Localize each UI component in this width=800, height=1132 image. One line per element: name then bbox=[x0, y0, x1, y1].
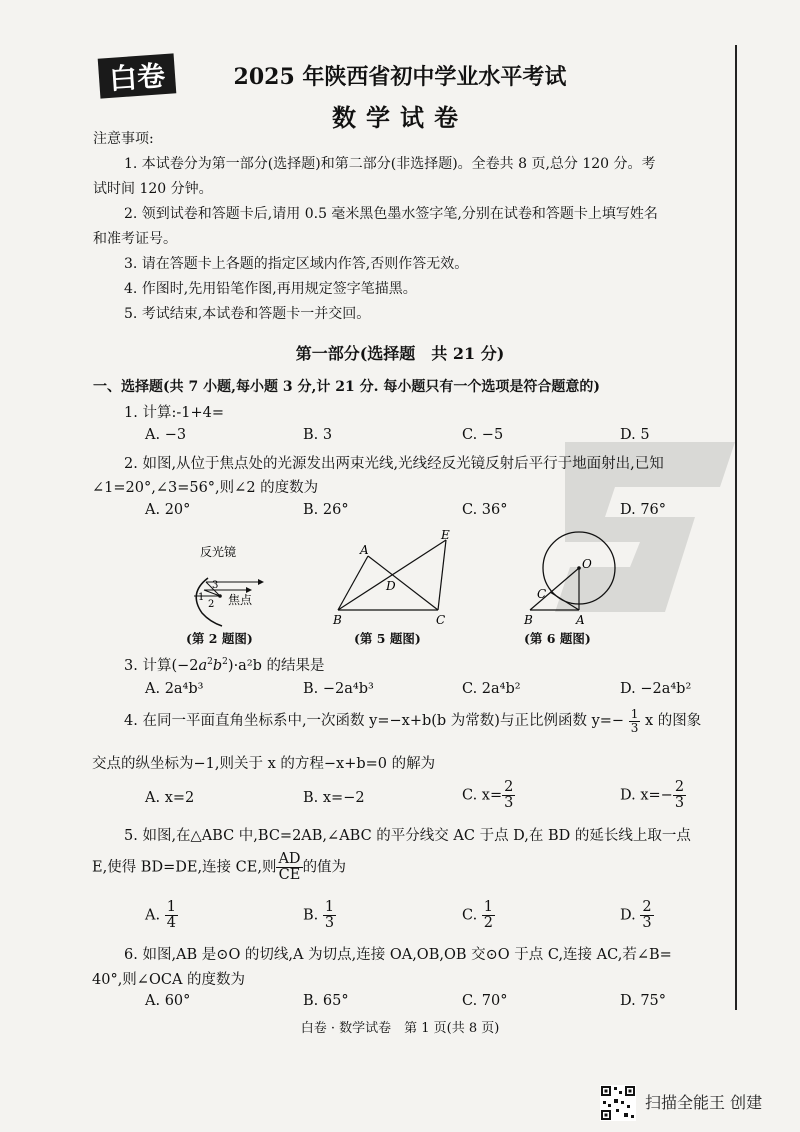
option-label: A. bbox=[145, 907, 161, 924]
option-label: B. bbox=[303, 907, 319, 924]
q4-option: A. x=2 bbox=[145, 790, 195, 806]
fig2-focus-label: 焦点 bbox=[228, 593, 253, 607]
q5-stem-pre: E,使得 BD=DE,连接 CE,则 bbox=[92, 859, 277, 876]
notice-line: 4. 作图时,先用铅笔作图,再用规定签字笔描黑。 bbox=[124, 281, 417, 297]
q5-fraction bbox=[276, 852, 302, 883]
fraction-numerator: AD bbox=[278, 851, 301, 867]
q2-option: C. 36° bbox=[462, 502, 508, 518]
option-fraction bbox=[502, 780, 515, 811]
q1-option: A. −3 bbox=[145, 427, 187, 443]
option-text: C. x= bbox=[462, 787, 503, 804]
option-text: D. x=− bbox=[620, 787, 673, 804]
option-label: C. bbox=[462, 907, 478, 924]
notice-line: 和准考证号。 bbox=[93, 231, 177, 247]
fig6-point-label: B bbox=[524, 613, 533, 627]
fraction-numerator: 2 bbox=[504, 779, 514, 795]
fraction-denominator: 3 bbox=[630, 720, 639, 735]
fig2-angle-label: 2 bbox=[208, 599, 215, 610]
notice-line: 3. 请在答题卡上各题的指定区域内作答,否则作答无效。 bbox=[124, 256, 469, 272]
fig5-caption: (第 5 题图) bbox=[354, 631, 421, 646]
fig5-vertex-label: C bbox=[436, 613, 446, 627]
q5-stem: 5. 如图,在△ABC 中,BC=2AB,∠ABC 的平分线交 AC 于点 D,在 BD 的延长线上取一点 bbox=[124, 828, 691, 844]
fig5-vertex-label: B bbox=[333, 613, 342, 627]
exam-title: 2025 年陕西省初中学业水平考试 bbox=[233, 64, 567, 90]
q5-stem-post: 的值为 bbox=[302, 859, 347, 876]
q2-option: B. 26° bbox=[303, 502, 349, 518]
fraction-denominator: 3 bbox=[324, 915, 335, 932]
figure-2-reflector bbox=[180, 538, 275, 628]
q6-stem: 6. 如图,AB 是⊙O 的切线,A 为切点,连接 OA,OB,OB 交⊙O 于点 C,连接 AC,若∠B= bbox=[124, 947, 672, 963]
exam-badge: 白卷 bbox=[98, 53, 177, 98]
q3-stem: 3. 计算$(-2a^2b^2)\cdot a^2b$ 的结果是 bbox=[124, 657, 325, 674]
notice-line: 试时间 120 分钟。 bbox=[93, 181, 213, 197]
q1-option: B. 3 bbox=[303, 427, 333, 443]
q6-stem: 40°,则∠OCA 的度数为 bbox=[92, 972, 246, 988]
notice-heading: 注意事项: bbox=[93, 131, 154, 147]
exam-subtitle: 数学试卷 bbox=[332, 103, 468, 132]
q4-stem-b: x 的图象 bbox=[644, 713, 702, 730]
q6-option: A. 60° bbox=[145, 993, 191, 1009]
q5-stem bbox=[92, 852, 346, 883]
q4-stem-a: 4. 在同一平面直角坐标系中,一次函数 y=−x+b(b 为常数)与正比例函数 y=− bbox=[124, 713, 625, 730]
q2-stem: 2. 如图,从位于焦点处的光源发出两束光线,光线经反光镜反射后平行于地面射出,已知 bbox=[124, 456, 664, 472]
option-fraction bbox=[640, 900, 653, 931]
fig5-vertex-label: E bbox=[441, 528, 450, 542]
q2-stem: ∠1=20°,∠3=56°,则∠2 的度数为 bbox=[92, 480, 319, 496]
q4-stem bbox=[124, 708, 701, 734]
q3-option: B. −2a⁴b³ bbox=[303, 681, 374, 697]
notice-line: 5. 考试结束,本试卷和答题卡一并交回。 bbox=[124, 306, 371, 322]
fraction-numerator: 1 bbox=[483, 899, 494, 915]
q5-option bbox=[620, 900, 654, 931]
fraction-numerator: 2 bbox=[674, 779, 685, 795]
fraction-denominator: 3 bbox=[642, 915, 652, 932]
fraction-numerator: 2 bbox=[642, 899, 652, 915]
fig6-caption: (第 6 题图) bbox=[524, 631, 591, 646]
qr-code-icon bbox=[600, 1085, 636, 1121]
q4-fraction bbox=[629, 708, 641, 734]
q4-stem: 交点的纵坐标为−1,则关于 x 的方程−x+b=0 的解为 bbox=[92, 756, 436, 772]
section-title: 第一部分(选择题 共 21 分) bbox=[295, 344, 505, 363]
notice-line: 2. 领到试卷和答题卡后,请用 0.5 毫米黑色墨水签字笔,分别在试卷和答题卡上填写姓名 bbox=[124, 206, 658, 222]
fraction-denominator: CE bbox=[278, 867, 301, 884]
fig6-point-label: O bbox=[582, 557, 592, 571]
q3-option: A. 2a⁴b³ bbox=[145, 681, 204, 697]
q6-option: B. 65° bbox=[303, 993, 349, 1009]
q1-stem: 1. 计算:-1+4= bbox=[124, 405, 224, 421]
fig2-caption: (第 2 题图) bbox=[186, 631, 253, 646]
fraction-denominator: 2 bbox=[483, 915, 494, 932]
fig5-vertex-label: D bbox=[386, 579, 396, 593]
fraction-denominator: 3 bbox=[674, 795, 685, 812]
option-fraction bbox=[673, 780, 686, 811]
q2-option: D. 76° bbox=[620, 502, 667, 518]
fraction-numerator: 1 bbox=[630, 707, 639, 721]
q3-option: C. 2a⁴b² bbox=[462, 681, 521, 697]
q3-stem-post: )·a²b 的结果是 bbox=[227, 658, 325, 674]
option-fraction bbox=[482, 900, 495, 931]
option-label: D. bbox=[620, 907, 636, 924]
q2-option: A. 20° bbox=[145, 502, 191, 518]
fraction-numerator: 1 bbox=[166, 899, 176, 915]
q4-option bbox=[620, 780, 686, 811]
q1-option: C. −5 bbox=[462, 427, 504, 443]
page-footer: 白卷 · 数学试卷 第 1 页(共 8 页) bbox=[300, 1021, 500, 1036]
fig5-vertex-label: A bbox=[360, 543, 369, 557]
fig6-point-label: C bbox=[537, 587, 547, 601]
option-fraction bbox=[165, 900, 178, 931]
q6-option: D. 75° bbox=[620, 993, 667, 1009]
q4-option: B. x=−2 bbox=[303, 790, 365, 806]
figure-6-circle-tangent bbox=[522, 528, 622, 628]
fig2-angle-label: 3 bbox=[212, 580, 219, 591]
notice-line: 1. 本试卷分为第一部分(选择题)和第二部分(非选择题)。全卷共 8 页,总分 120 分。考 bbox=[124, 156, 656, 172]
figure-5-triangles bbox=[330, 528, 460, 628]
q6-option: C. 70° bbox=[462, 993, 508, 1009]
section-instruction: 一、选择题(共 7 小题,每小题 3 分,计 21 分. 每小题只有一个选项是符合题意的) bbox=[93, 379, 600, 395]
fig2-mirror-label: 反光镜 bbox=[200, 545, 237, 559]
option-fraction bbox=[323, 900, 336, 931]
fraction-numerator: 1 bbox=[324, 899, 335, 915]
q5-option bbox=[462, 900, 495, 931]
q5-option bbox=[145, 900, 178, 931]
fig6-point-label: A bbox=[576, 613, 585, 627]
fig2-angle-label: 1 bbox=[198, 592, 205, 603]
q3-stem-pre: 3. 计算(−2 bbox=[124, 658, 199, 674]
fraction-denominator: 3 bbox=[504, 795, 514, 812]
scanner-watermark: 扫描全能王 创建 bbox=[645, 1093, 763, 1112]
q3-option: D. −2a⁴b² bbox=[620, 681, 692, 697]
q1-option: D. 5 bbox=[620, 427, 650, 443]
q5-option bbox=[303, 900, 336, 931]
q4-option bbox=[462, 780, 515, 811]
fraction-denominator: 4 bbox=[166, 915, 176, 932]
